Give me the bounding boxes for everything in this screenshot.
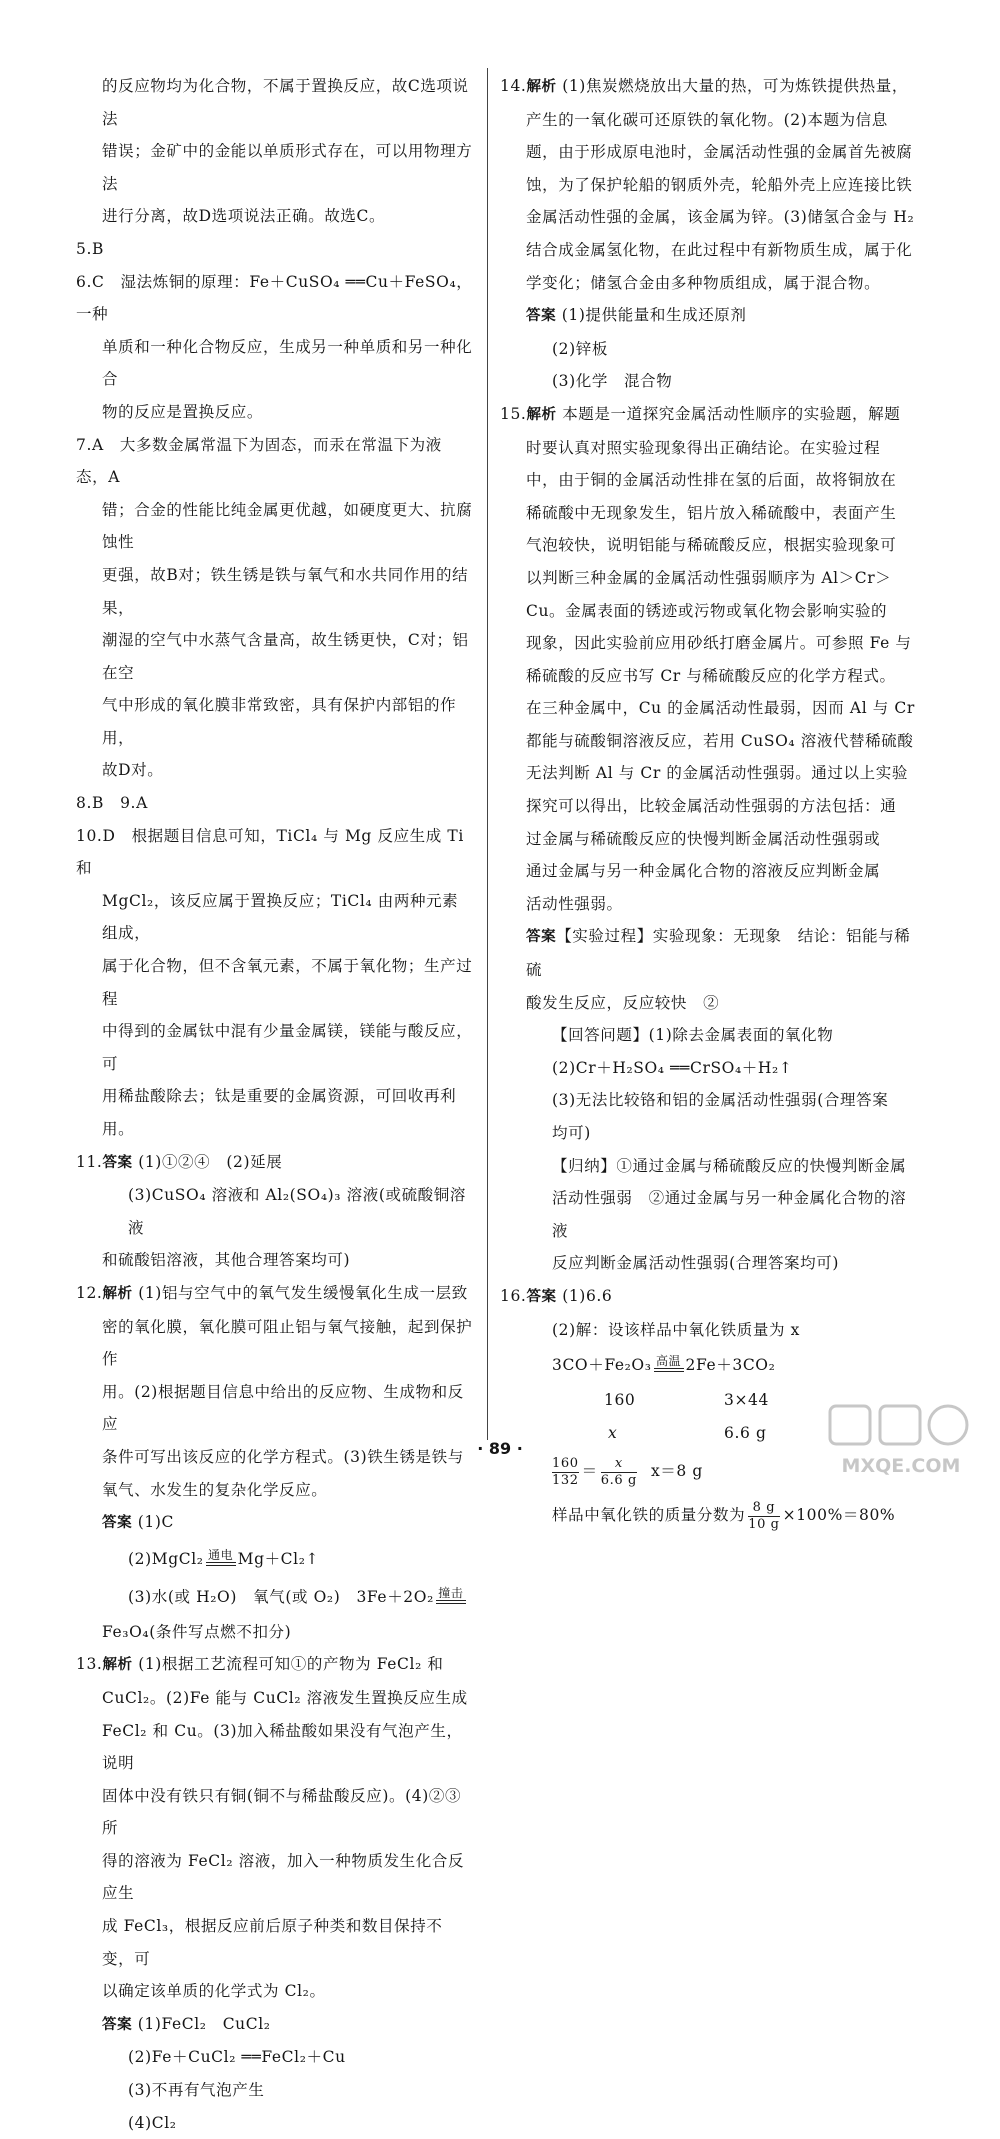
answer-label: 答案 — [102, 1154, 133, 1171]
text-line: 用稀盐酸除去；钛是重要的金属资源，可回收再利用。 — [102, 1087, 457, 1138]
analysis-label: 解析 — [526, 406, 557, 423]
text-line: (2)解：设该样品中氧化铁质量为 x — [552, 1320, 800, 1339]
text-line: 学变化；储氢合金由多种物质组成，属于混合物。 — [526, 273, 881, 292]
text-line: 反应判断金属活动性强弱(合理答案均可) — [552, 1254, 839, 1273]
equation-line — [500, 1346, 916, 1384]
question-number: 15. — [500, 404, 527, 423]
condition-text: 高温 — [655, 1354, 682, 1369]
answer-15 — [500, 920, 916, 986]
page-number: · 89 · — [477, 1439, 523, 1458]
text-line: 条件可写出该反应的化学方程式。(3)铁生锈是铁与 — [102, 1447, 464, 1466]
text: 3CO＋Fe₂O₃ — [552, 1356, 652, 1375]
equals-bar — [436, 1600, 466, 1604]
text-line: 固体中没有铁只有铜(铜不与稀盐酸反应)。(4)②③所 — [102, 1786, 462, 1838]
text-line: (3)无法比较铬和铝的金属活动性强弱(合理答案 — [552, 1091, 889, 1110]
mass-value: 6.6 g — [724, 1423, 767, 1442]
mass-value: 160 — [604, 1391, 636, 1410]
watermark-logo — [826, 1400, 976, 1480]
result: x＝8 g — [650, 1462, 703, 1481]
denominator: 132 — [552, 1472, 579, 1488]
text-line: (3)不再有气泡产生 — [128, 2081, 265, 2100]
text-line: 以确定该单质的化学式为 Cl₂。 — [102, 1982, 326, 2001]
reaction-condition — [654, 1354, 684, 1378]
left-column — [76, 70, 474, 2139]
text-line: 的反应物均为化合物，不属于置换反应，故C选项说法 — [102, 77, 469, 128]
fraction — [552, 1456, 579, 1489]
text-line: 成 FeCl₃，根据反应前后原子种类和数目保持不变，可 — [102, 1917, 443, 1968]
text-line: (3)CuSO₄ 溶液和 Al₂(SO₄)₃ 溶液(或硫酸铜溶液 — [128, 1186, 466, 1237]
text-line: 在三种金属中，Cu 的金属活动性最弱，因而 Al 与 Cr — [526, 699, 915, 718]
text-line: 都能与硫酸铜溶液反应，若用 CuSO₄ 溶液代替稀硫酸 — [526, 731, 914, 750]
text-line: 过金属与稀硫酸反应的快慢判断金属活动性强弱或 — [526, 829, 881, 848]
text-line: 时要认真对照实验现象得出正确结论。在实验过程 — [526, 438, 881, 457]
analysis-label: 解析 — [102, 1657, 133, 1674]
analysis-label: 解析 — [526, 79, 557, 95]
text-line: 均可) — [552, 1124, 591, 1142]
fraction — [748, 1500, 779, 1533]
condition-text: 通电 — [207, 1547, 234, 1562]
answer-label: 答案 — [526, 308, 557, 325]
answer-16 — [500, 1280, 916, 1314]
text-line: 氧气、水发生的复杂化学反应。 — [102, 1480, 328, 1499]
analysis-15 — [500, 398, 916, 432]
text-line: 中，由于铜的金属活动性排在氢的后面，故将铜放在 — [526, 471, 897, 490]
text-line: (2)Fe＋CuCl₂ ══FeCl₂＋Cu — [128, 2048, 346, 2067]
text-line: CuCl₂。(2)Fe 能与 CuCl₂ 溶液发生置换反应生成 — [102, 1688, 468, 1707]
reaction-condition — [436, 1586, 466, 1610]
text-line: (4)Cl₂ — [128, 2113, 177, 2132]
text-line: 错误；金矿中的金能以单质形式存在，可以用物理方法 — [102, 142, 473, 193]
text-line: 用。(2)根据题目信息中给出的反应物、生成物和反应 — [102, 1382, 464, 1434]
text-line: 气中形成的氧化膜非常致密，具有保护内部铝的作用， — [102, 696, 457, 747]
text-line: 蚀，为了保护轮船的钢质外壳，轮船外壳上应连接比铁 — [526, 175, 913, 194]
denominator: 6.6 g — [600, 1472, 637, 1488]
fraction — [601, 1456, 637, 1489]
equals-bar — [654, 1368, 684, 1372]
equation-line — [76, 1540, 474, 1578]
text-line: 产生的一氧化碳可还原铁的氧化物。(2)本题为信息 — [526, 110, 888, 129]
text-line: Cu。金属表面的锈迹或污物或氧化物会影响实验的 — [526, 601, 888, 620]
proportion-line: $\frac{160}{132}$ ＝ $\frac{x}{6.6 g}$ x＝8 g — [552, 1455, 703, 1488]
text-line: 活动性强弱 ②通过金属与另一种金属化合物的溶液 — [552, 1189, 907, 1240]
text-line: 题，由于形成原电池时，金属活动性强的金属首先被腐 — [526, 143, 913, 162]
text-line: 稀硫酸的反应书写 Cr 与稀硫酸反应的化学方程式。 — [526, 666, 896, 685]
text-line: Fe₃O₄(条件写点燃不扣分) — [102, 1622, 292, 1641]
text-line: 得的溶液为 FeCl₂ 溶液，加入一种物质发生化合反应生 — [102, 1851, 465, 1903]
text-line: 属于化合物，但不含氧元素，不属于氧化物；生产过程 — [102, 957, 473, 1008]
text-line: 进行分离，故D选项说法正确。故选C。 — [102, 207, 386, 226]
answer-label: 答案 — [526, 1288, 557, 1305]
text: (1)根据工艺流程可知①的产物为 FeCl₂ 和 — [138, 1655, 444, 1674]
analysis-label: 解析 — [102, 1285, 133, 1302]
text-line: 单质和一种化合物反应，生成另一种单质和另一种化合 — [102, 337, 473, 389]
answer-12 — [76, 1506, 474, 1540]
text-line: 【回答问题】(1)除去金属表面的氧化物 — [552, 1026, 834, 1045]
text: (3)水(或 H₂O) 氧气(或 O₂) 3Fe＋2O₂ — [128, 1587, 434, 1606]
text-line: FeCl₂ 和 Cu。(3)加入稀盐酸如果没有气泡产生，说明 — [102, 1721, 463, 1773]
numerator: 160 — [552, 1455, 579, 1471]
text-line: (2)锌板 — [552, 339, 608, 358]
text: Mg＋Cl₂↑ — [237, 1549, 320, 1568]
text: (1)6.6 — [562, 1286, 613, 1305]
text-line: 酸发生反应，反应较快 ② — [526, 993, 720, 1012]
answer-14 — [500, 299, 916, 333]
text: (1)提供能量和生成还原剂 — [561, 306, 747, 325]
answer-6: 6.C 湿法炼铜的原理：Fe＋CuSO₄ ══Cu＋FeSO₄，一种 — [76, 272, 473, 324]
text-line: 中得到的金属钛中混有少量金属镁，镁能与酸反应，可 — [102, 1022, 473, 1073]
answer-11 — [76, 1146, 474, 1180]
answer-13 — [76, 2008, 474, 2042]
text-line: 潮湿的空气中水蒸气含量高，故生锈更快，C对；铝在空 — [102, 631, 469, 682]
question-number: 11. — [76, 1152, 103, 1171]
answer-8-9: 8.B 9.A — [76, 794, 148, 813]
question-number: 13. — [76, 1655, 103, 1674]
numerator: x — [601, 1456, 637, 1473]
numerator: 8 g — [748, 1500, 779, 1517]
text: (1)①②④ (2)延展 — [138, 1152, 283, 1171]
text: (1)铝与空气中的氧气发生缓慢氧化生成一层致 — [138, 1283, 468, 1302]
question-number: 16. — [500, 1286, 527, 1305]
answer-5: 5.B — [76, 239, 104, 258]
text-line: 探究可以得出，比较金属活动性强弱的方法包括：通 — [526, 797, 897, 816]
text-line: 结合成金属氢化物，在此过程中有新物质生成，属于化 — [526, 240, 913, 259]
answer-label: 答案 — [526, 929, 557, 946]
text: (1)FeCl₂ CuCl₂ — [137, 2014, 271, 2033]
text-line: MgCl₂，该反应属于置换反应；TiCl₄ 由两种元素组成， — [102, 891, 459, 943]
analysis-14 — [500, 70, 916, 104]
right-column — [500, 70, 916, 1537]
denominator: 10 g — [748, 1516, 780, 1532]
text-line: 气泡较快，说明铝能与稀硫酸反应，根据实验现象可 — [526, 536, 897, 555]
answer-label: 答案 — [102, 2016, 133, 2033]
text-line: 和硫酸铝溶液，其他合理答案均可) — [102, 1251, 351, 1270]
answer-10: 10.D 根据题目信息可知，TiCl₄ 与 Mg 反应生成 Ti 和 — [76, 826, 464, 878]
text: 【实验过程】实验现象：无现象 结论：铝能与稀硫 — [526, 927, 911, 980]
text-line: 活动性强弱。 — [526, 894, 623, 913]
text-line: 现象，因此实验前应用砂纸打磨金属片。可参照 Fe 与 — [526, 634, 912, 653]
watermark-text: MXQE.COM — [841, 1455, 961, 1477]
text-line: (3)化学 混合物 — [552, 372, 673, 391]
text-line: 稀硫酸中无现象发生，铝片放入稀硫酸中，表面产生 — [526, 503, 897, 522]
question-number: 14. — [500, 77, 527, 95]
text-line: 以判断三种金属的金属活动性强弱顺序为 Al＞Cr＞ — [526, 568, 892, 587]
text-line: 错；合金的性能比纯金属更优越，如硬度更大、抗腐蚀性 — [102, 500, 473, 552]
text-line: 金属活动性强的金属，该金属为锌。(3)储氢合金与 H₂ — [526, 208, 915, 227]
text: (1)C — [137, 1513, 174, 1532]
mass-value: 3×44 — [724, 1391, 769, 1410]
text-line: 更强，故B对；铁生锈是铁与氧气和水共同作用的结果， — [102, 565, 469, 617]
text: (2)MgCl₂ — [128, 1549, 204, 1568]
variable: x — [608, 1423, 618, 1442]
analysis-13 — [76, 1648, 474, 1682]
text-line: (2)Cr＋H₂SO₄ ══CrSO₄＋H₂↑ — [552, 1058, 793, 1077]
reaction-condition — [206, 1548, 236, 1572]
text: ×100%＝80% — [782, 1506, 896, 1525]
answer-7: 7.A 大多数金属常温下为固态，而汞在常温下为液态，A — [76, 435, 442, 487]
equation-line — [76, 1578, 474, 1616]
text-line: 无法判断 Al 与 Cr 的金属活动性强弱。通过以上实验 — [526, 764, 908, 783]
text: 样品中氧化铁的质量分数为 — [552, 1506, 746, 1525]
analysis-12 — [76, 1277, 474, 1311]
text: 2Fe＋3CO₂ — [685, 1356, 776, 1375]
text: 本题是一道探究金属活动性顺序的实验题，解题 — [562, 404, 901, 423]
text-line: 物的反应是置换反应。 — [102, 402, 264, 421]
condition-text: 撞击 — [438, 1585, 464, 1600]
equals-bar — [206, 1562, 236, 1566]
answer-label: 答案 — [102, 1515, 133, 1532]
text-line: 通过金属与另一种金属化合物的溶液反应判断金属 — [526, 862, 881, 881]
text-line: 【归纳】①通过金属与稀硫酸反应的快慢判断金属 — [552, 1156, 907, 1175]
text: (1)焦炭燃烧放出大量的热，可为炼铁提供热量， — [562, 77, 908, 95]
text-line: 密的氧化膜，氧化膜可阻止铝与氧气接触，起到保护作 — [102, 1317, 473, 1369]
column-divider — [487, 68, 488, 1440]
final-line — [500, 1493, 916, 1537]
question-number: 12. — [76, 1283, 103, 1302]
text-line: 故D对。 — [102, 761, 164, 780]
